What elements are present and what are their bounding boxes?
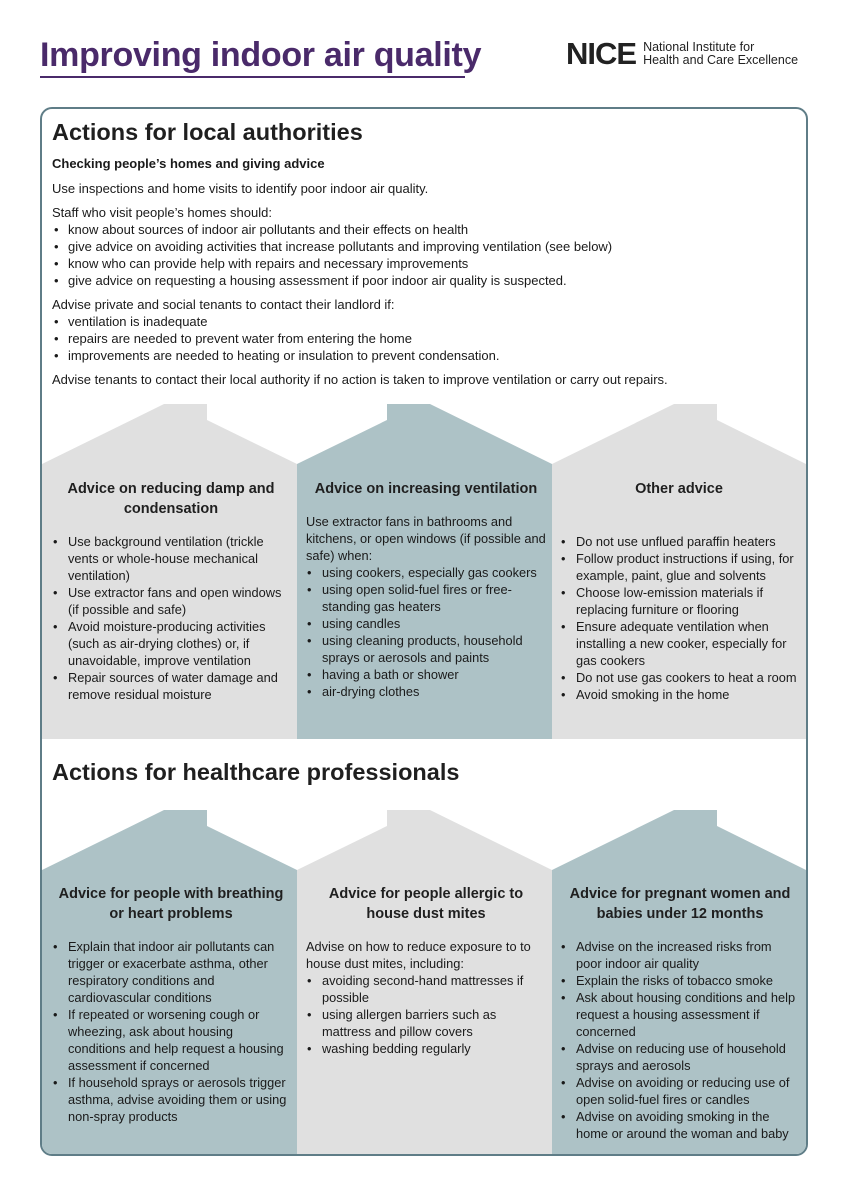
list-item: • give advice on requesting a housing assessment if poor indoor air quality is suspected. bbox=[52, 272, 792, 289]
dust-mites-advice-card bbox=[306, 884, 546, 1057]
local-authorities-heading: Actions for local authorities bbox=[52, 119, 363, 145]
page-title: Improving indoor air quality bbox=[40, 36, 482, 74]
list-item: • know about sources of indoor air pollutants and their effects on health bbox=[52, 221, 792, 238]
list-item: • Do not use unflued paraffin heaters bbox=[560, 533, 798, 550]
list-item: • Advise on avoiding smoking in the home or around the woman and baby bbox=[560, 1108, 800, 1142]
list-item: • using allergen barriers such as mattress and pillow covers bbox=[306, 1006, 546, 1040]
damp-advice-heading: Advice on reducing damp and condensation bbox=[67, 481, 275, 517]
local-authority-paragraph: Advise tenants to contact their local authority if no action is taken to improve ventilation or carry out repairs. bbox=[52, 372, 668, 387]
content-panel bbox=[40, 107, 808, 1156]
list-item: • Ask about housing conditions and help request a housing assessment if concerned bbox=[560, 989, 800, 1040]
list-item: • washing bedding regularly bbox=[306, 1040, 546, 1057]
ventilation-advice-card bbox=[306, 479, 546, 700]
breathing-advice-list bbox=[52, 938, 290, 1125]
list-item: • Ensure adequate ventilation when installing a new cooker, especially for gas cookers bbox=[560, 618, 798, 669]
healthcare-advice-houses bbox=[42, 808, 806, 1154]
dust-mites-intro: Advise on how to reduce exposure to to house dust mites, including: bbox=[306, 939, 531, 971]
ventilation-intro: Use extractor fans in bathrooms and kitchens, or open windows (if possible and safe) when: bbox=[306, 514, 546, 563]
list-item: • Repair sources of water damage and remove residual moisture bbox=[52, 669, 290, 703]
list-item: • Avoid smoking in the home bbox=[560, 686, 798, 703]
list-item: • improvements are needed to heating or insulation to prevent condensation. bbox=[52, 347, 792, 364]
list-item: • Do not use gas cookers to heat a room bbox=[560, 669, 798, 686]
list-item: • Choose low-emission materials if replacing furniture or flooring bbox=[560, 584, 798, 618]
other-advice-list bbox=[560, 533, 798, 703]
staff-paragraph: Staff who visit people’s homes should: bbox=[52, 205, 272, 220]
list-item: • using cleaning products, household sprays or aerosols and paints bbox=[306, 632, 546, 666]
logo-text bbox=[643, 41, 798, 67]
local-authorities-subheading: Checking people’s homes and giving advice bbox=[52, 156, 325, 171]
damp-advice-list bbox=[52, 533, 290, 703]
list-item: • using open solid-fuel fires or free-standing gas heaters bbox=[306, 581, 546, 615]
logo-mark: NICE bbox=[566, 36, 637, 71]
title-underline bbox=[40, 76, 465, 78]
pregnant-advice-heading: Advice for pregnant women and babies under 12 months bbox=[569, 886, 791, 922]
logo-line-2: Health and Care Excellence bbox=[643, 52, 799, 67]
list-item: • Explain the risks of tobacco smoke bbox=[560, 972, 800, 989]
list-item: • If household sprays or aerosols trigger asthma, advise avoiding them or using non-spray products bbox=[52, 1074, 290, 1125]
pregnant-advice-card bbox=[560, 884, 800, 1142]
list-item: • know who can provide help with repairs and necessary improvements bbox=[52, 255, 792, 272]
list-item: • using cookers, especially gas cookers bbox=[306, 564, 546, 581]
list-item: • having a bath or shower bbox=[306, 666, 546, 683]
other-advice-card bbox=[560, 479, 798, 703]
other-advice-heading: Other advice bbox=[635, 481, 723, 497]
list-item: • Advise on reducing use of household sprays and aerosols bbox=[560, 1040, 800, 1074]
list-item: • repairs are needed to prevent water from entering the home bbox=[52, 330, 792, 347]
list-item: • Advise on the increased risks from poor indoor air quality bbox=[560, 938, 800, 972]
list-item: • using candles bbox=[306, 615, 546, 632]
list-item: • ventilation is inadequate bbox=[52, 313, 792, 330]
list-item: • Explain that indoor air pollutants can trigger or exacerbate asthma, other respiratory conditions and cardiovascular conditions bbox=[52, 938, 290, 1006]
local-advice-houses bbox=[42, 402, 806, 739]
dust-mites-advice-list bbox=[306, 972, 546, 1057]
tenants-paragraph: Advise private and social tenants to contact their landlord if: bbox=[52, 297, 395, 312]
list-item: • Advise on avoiding or reducing use of open solid-fuel fires or candles bbox=[560, 1074, 800, 1108]
tenant-list bbox=[52, 313, 792, 364]
list-item: • Use extractor fans and open windows (if possible and safe) bbox=[52, 584, 290, 618]
list-item: • Use background ventilation (trickle vents or whole-house mechanical ventilation) bbox=[52, 533, 290, 584]
damp-advice-card bbox=[52, 479, 290, 703]
list-item: • air-drying clothes bbox=[306, 683, 546, 700]
healthcare-heading: Actions for healthcare professionals bbox=[52, 759, 460, 785]
local-authorities-section bbox=[52, 117, 792, 395]
list-item: • Follow product instructions if using, for example, paint, glue and solvents bbox=[560, 550, 798, 584]
breathing-advice-heading: Advice for people with breathing or heart problems bbox=[58, 886, 284, 922]
list-item: • Avoid moisture-producing activities (such as air-drying clothes) or, if unavoidable, improve ventilation bbox=[52, 618, 290, 669]
dust-mites-advice-heading: Advice for people allergic to house dust mites bbox=[328, 886, 524, 922]
list-item: • If repeated or worsening cough or wheezing, ask about housing conditions and help request a housing assessment if concerned bbox=[52, 1006, 290, 1074]
pregnant-advice-list bbox=[560, 938, 800, 1142]
list-item: • give advice on avoiding activities that increase pollutants and improving ventilation (see below) bbox=[52, 238, 792, 255]
ventilation-advice-list bbox=[306, 564, 546, 700]
staff-list bbox=[52, 221, 792, 289]
list-item: • avoiding second-hand mattresses if possible bbox=[306, 972, 546, 1006]
nice-logo bbox=[566, 38, 798, 69]
inspection-paragraph: Use inspections and home visits to identify poor indoor air quality. bbox=[52, 181, 429, 196]
logo-line-1: National Institute for bbox=[643, 39, 755, 54]
ventilation-advice-heading: Advice on increasing ventilation bbox=[314, 481, 538, 497]
breathing-advice-card bbox=[52, 884, 290, 1125]
